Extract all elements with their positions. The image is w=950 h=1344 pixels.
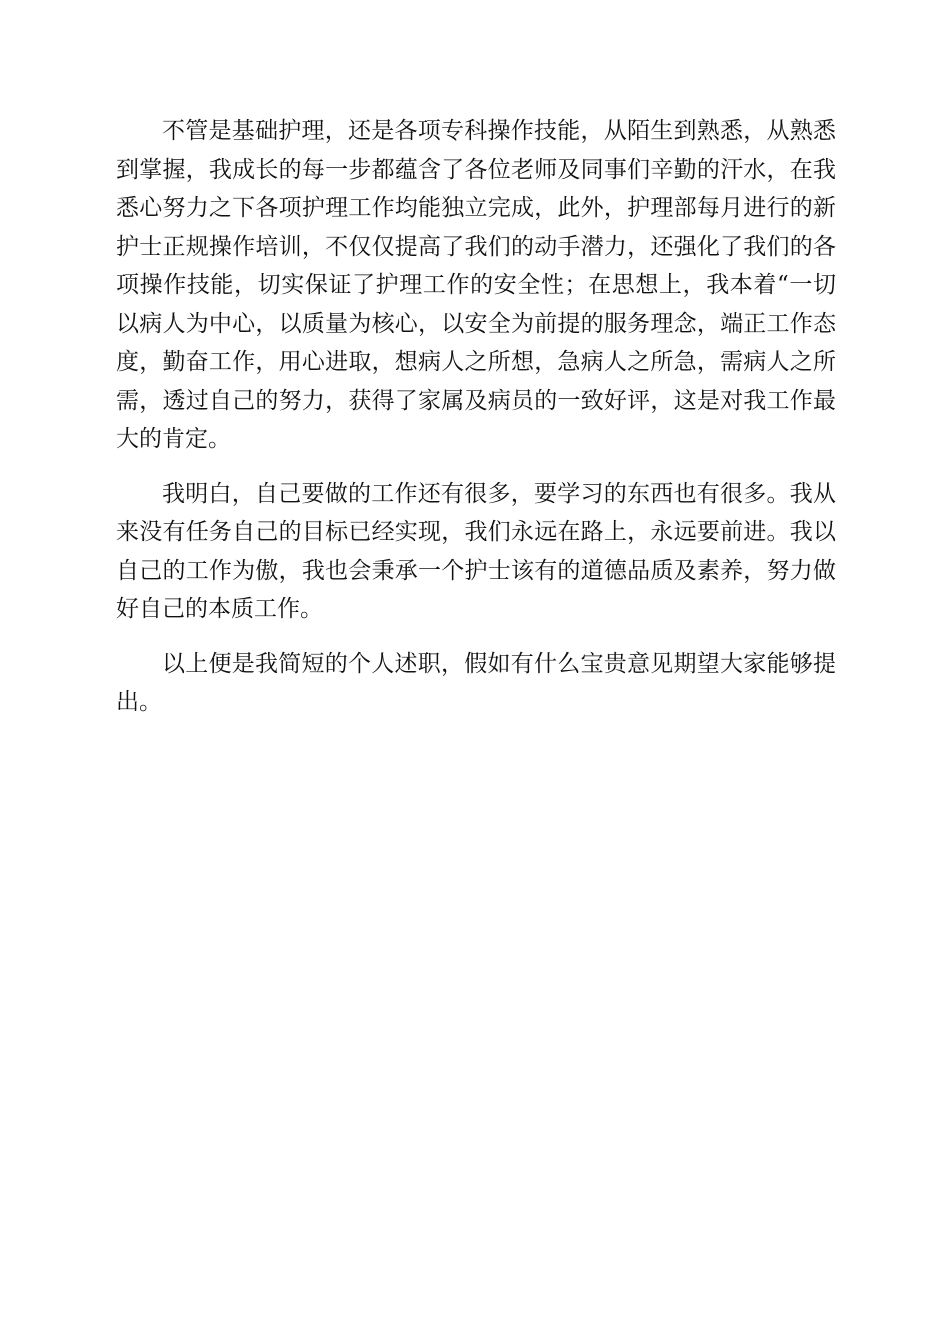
paragraph-2: 我明白，自己要做的工作还有很多，要学习的东西也有很多。我从来没有任务自己的目标已经实现，我们永远在路上，永远要前进。我以自己的工作为傲，我也会秉承一个护士该有的道德品质及素养，努力做好自己的本质工作。	[116, 480, 836, 622]
paragraph-3: 以上便是我简短的个人述职，假如有什么宝贵意见期望大家能够提出。	[116, 650, 836, 715]
document-body	[116, 112, 836, 738]
paragraph-1: 不管是基础护理，还是各项专科操作技能，从陌生到熟悉，从熟悉到掌握，我成长的每一步都蕴含了各位老师及同事们辛勤的汗水，在我悉心努力之下各项护理工作均能独立完成，此外，护理部每月进行的新护士正规操作培训，不仅仅提高了我们的动手潜力，还强化了我们的各项操作技能，切实保证了护理工作的安全性；在思想上，我本着“一切以病人为中心，以质量为核心，以安全为前提的服务理念，端正工作态度，勤奋工作，用心进取，想病人之所想，急病人之所急，需病人之所需，透过自己的努力，获得了家属及病员的一致好评，这是对我工作最大的肯定。	[116, 118, 836, 452]
